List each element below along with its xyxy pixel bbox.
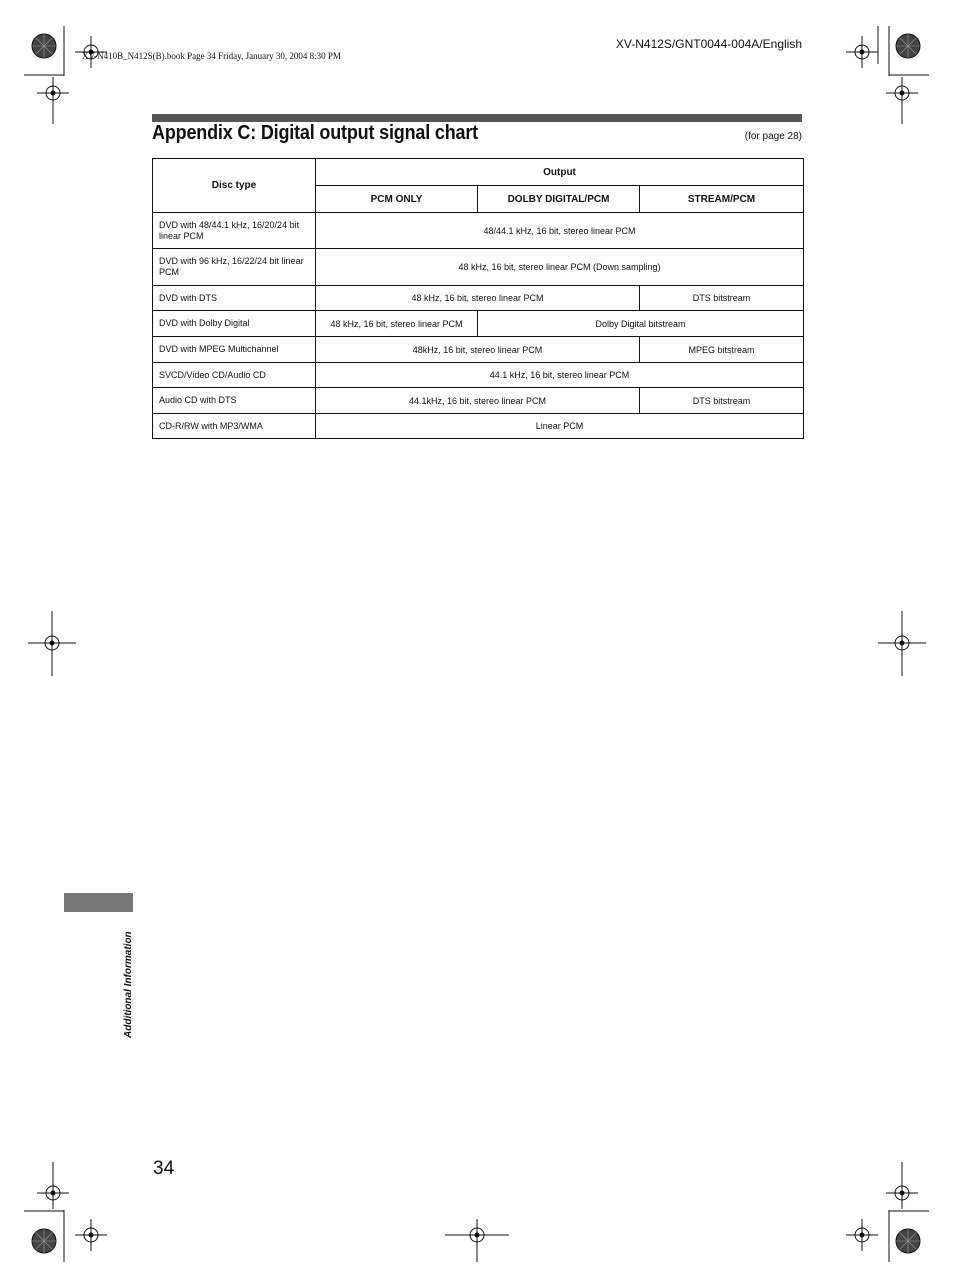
table-row: [153, 311, 804, 337]
output-cell: DTS bitstream: [640, 388, 804, 414]
page-title: Appendix C: Digital output signal chart: [152, 122, 478, 144]
column-header: PCM ONLY: [316, 186, 478, 213]
table-row: [153, 249, 804, 286]
table-row: [153, 213, 804, 249]
registration-star-icon: [32, 34, 56, 58]
column-header: DOLBY DIGITAL/PCM: [478, 186, 640, 213]
disc-type-cell: CD-R/RW with MP3/WMA: [153, 414, 316, 439]
table-header-row: [153, 159, 804, 186]
page-number: 34: [153, 1158, 175, 1179]
registration-target-icon: [75, 1219, 107, 1251]
book-info: XV-N410B_N412S(B).book Page 34 Friday, January 30, 2004 8:30 PM: [82, 51, 341, 61]
disc-type-header: Disc type: [153, 159, 316, 213]
output-cell: 44.1kHz, 16 bit, stereo linear PCM: [316, 388, 640, 414]
disc-type-cell: DVD with DTS: [153, 286, 316, 311]
disc-type-cell: SVCD/Video CD/Audio CD: [153, 363, 316, 388]
output-cell: 44.1 kHz, 16 bit, stereo linear PCM: [316, 363, 804, 388]
output-cell: DTS bitstream: [640, 286, 804, 311]
table-row: [153, 337, 804, 363]
table-row: [153, 414, 804, 439]
output-cell: MPEG bitstream: [640, 337, 804, 363]
output-cell: 48 kHz, 16 bit, stereo linear PCM (Down sampling): [316, 249, 804, 286]
output-cell: 48 kHz, 16 bit, stereo linear PCM: [316, 286, 640, 311]
registration-target-icon: [846, 1219, 878, 1251]
registration-target-icon: [846, 36, 878, 68]
title-bar: [152, 114, 802, 122]
registration-star-icon: [32, 1229, 56, 1253]
disc-type-cell: Audio CD with DTS: [153, 388, 316, 414]
output-cell: 48kHz, 16 bit, stereo linear PCM: [316, 337, 640, 363]
output-cell: 48 kHz, 16 bit, stereo linear PCM: [316, 311, 478, 337]
output-cell: Dolby Digital bitstream: [478, 311, 804, 337]
digital-output-table: [152, 158, 804, 439]
model-code: XV-N412S/GNT0044-004A/English: [615, 37, 802, 51]
page-reference: (for page 28): [744, 131, 802, 142]
registration-star-icon: [896, 34, 920, 58]
registration-star-icon: [896, 1229, 920, 1253]
table-row: [153, 388, 804, 414]
disc-type-cell: DVD with MPEG Multichannel: [153, 337, 316, 363]
output-cell: Linear PCM: [316, 414, 804, 439]
section-side-label: Additional Information: [123, 931, 134, 1038]
output-header: Output: [316, 159, 804, 186]
output-cell: 48/44.1 kHz, 16 bit, stereo linear PCM: [316, 213, 804, 249]
disc-type-cell: DVD with Dolby Digital: [153, 311, 316, 337]
table-row: [153, 363, 804, 388]
section-tab: [64, 893, 133, 912]
disc-type-cell: DVD with 48/44.1 kHz, 16/20/24 bit linear PCM: [153, 213, 316, 249]
column-header: STREAM/PCM: [640, 186, 804, 213]
disc-type-cell: DVD with 96 kHz, 16/22/24 bit linear PCM: [153, 249, 316, 286]
table-row: [153, 286, 804, 311]
